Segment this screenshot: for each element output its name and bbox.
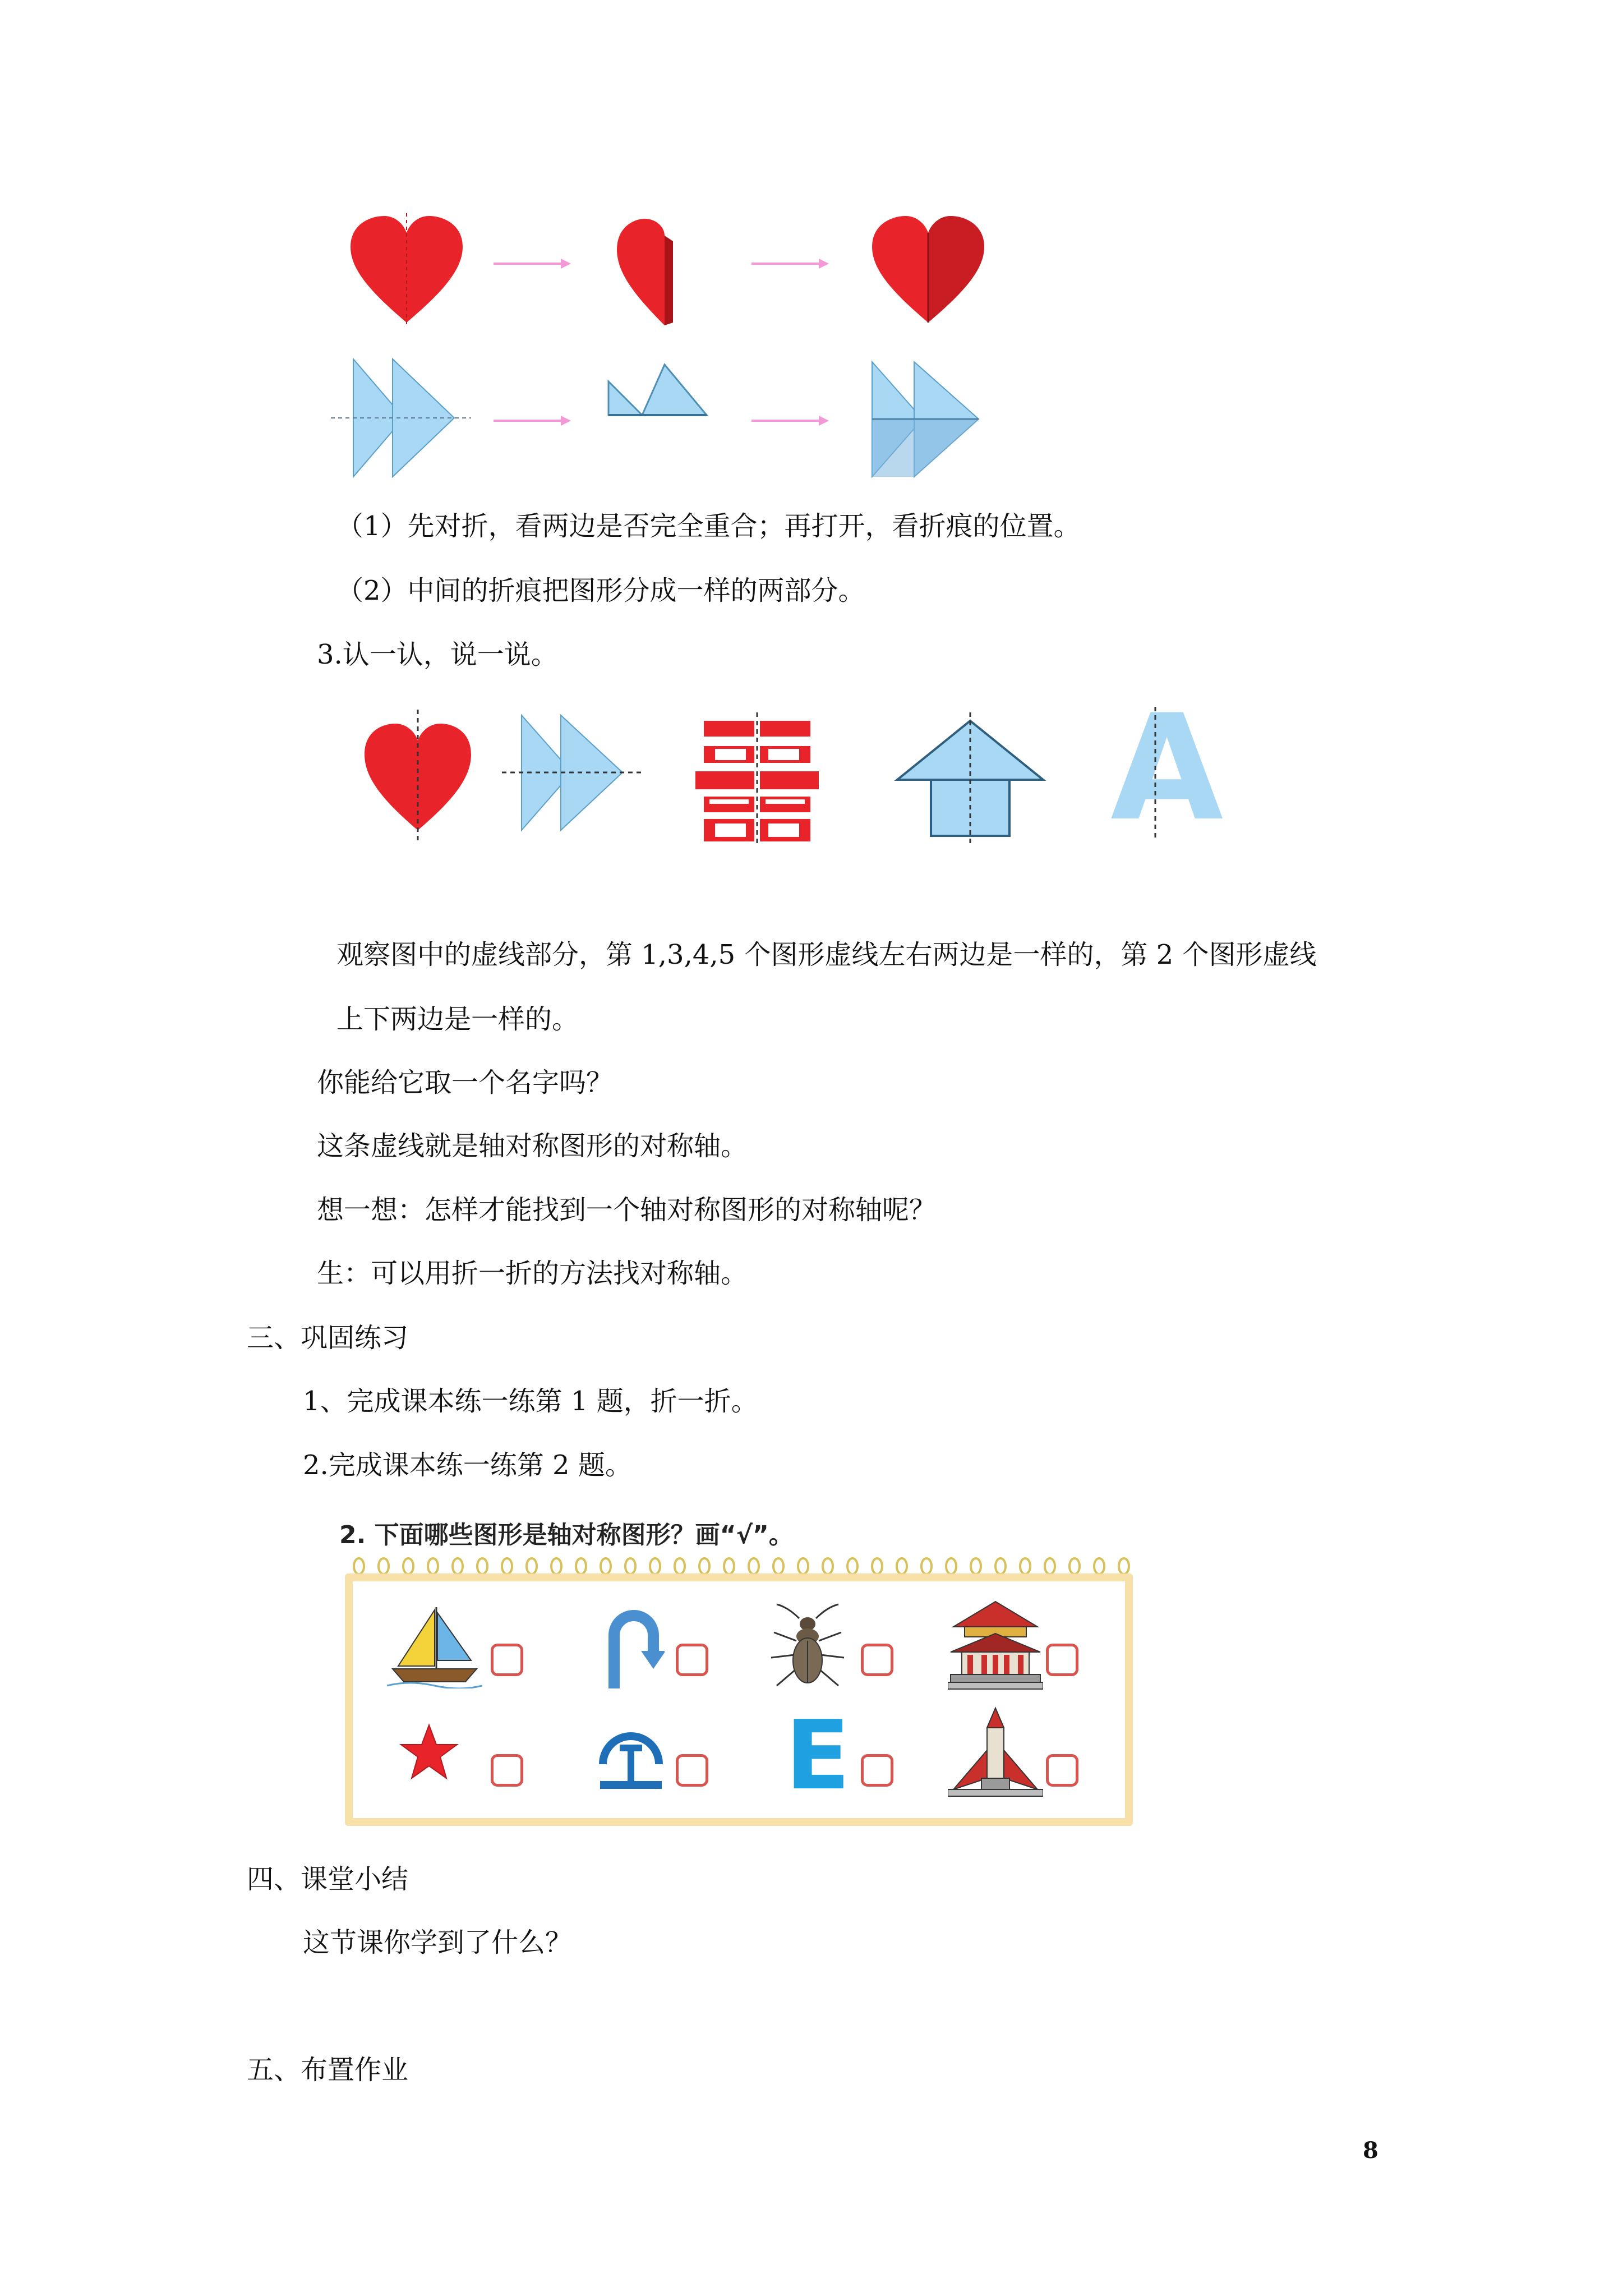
border-loop: [995, 1558, 1006, 1574]
border-loop: [872, 1558, 882, 1574]
double-triangle-symmetry-figure: [502, 710, 642, 839]
border-loop: [921, 1558, 932, 1574]
section-3-heading: 3.认一认，说一说。: [317, 639, 558, 670]
arrow-right-icon: [751, 255, 830, 272]
border-loop: [1020, 1558, 1030, 1574]
circle-symbol-icon: [592, 1711, 670, 1795]
border-loop: [724, 1558, 734, 1574]
house-arrow-symmetry-figure: [886, 712, 1054, 847]
border-loop: [502, 1558, 512, 1574]
section-summary-heading: 四、课堂小结: [247, 1864, 409, 1895]
border-loop: [453, 1558, 463, 1574]
checkbox-temple[interactable]: [1046, 1644, 1078, 1676]
step-2-text: （2）中间的折痕把图形分成一样的两部分。: [336, 575, 865, 606]
border-loop: [847, 1558, 857, 1574]
border-loop: [625, 1558, 635, 1574]
border-loop: [477, 1558, 487, 1574]
observation-line-2: 上下两边是一样的。: [336, 1004, 579, 1035]
arrow-right-icon: [494, 412, 572, 429]
checkbox-circle-symbol[interactable]: [676, 1754, 708, 1787]
border-loop: [823, 1558, 833, 1574]
star-icon: [398, 1722, 460, 1784]
half-heart-folded: [611, 216, 679, 328]
border-loop: [749, 1558, 759, 1574]
checkbox-letter-e[interactable]: [861, 1754, 893, 1787]
border-loop: [699, 1558, 709, 1574]
beetle-icon: [760, 1602, 855, 1694]
checkbox-rocket[interactable]: [1046, 1754, 1078, 1787]
border-loop: [971, 1558, 981, 1574]
rocket-icon: [948, 1705, 1043, 1801]
border-loop: [379, 1558, 389, 1574]
section-practice-heading: 三、巩固练习: [247, 1322, 409, 1354]
arrow-right-icon: [751, 412, 830, 429]
practice-item-1: 1、完成课本练一练第 1 题，折一折。: [303, 1386, 758, 1417]
border-loop: [1119, 1558, 1129, 1574]
observation-line-1: 观察图中的虚线部分，第 1,3,4,5 个图形虚线左右两边是一样的，第 2 个图形虚线: [336, 939, 1317, 970]
naming-question: 你能给它取一个名字吗？: [317, 1067, 614, 1098]
checkbox-sailboat[interactable]: [491, 1644, 523, 1676]
letter-e-icon: E: [785, 1700, 851, 1811]
border-loop: [675, 1558, 685, 1574]
exercise-title: 2. 下面哪些图形是轴对称图形？画“√”。: [339, 1521, 794, 1549]
heart-symmetry-figure: [359, 710, 477, 844]
border-loop: [1045, 1558, 1055, 1574]
heart-with-fold-line: [348, 213, 465, 325]
sailboat-icon: [387, 1604, 482, 1688]
checkbox-star[interactable]: [491, 1754, 523, 1787]
temple-icon: [948, 1599, 1043, 1691]
border-loop: [1069, 1558, 1080, 1574]
student-answer: 生：可以用折一折的方法找对称轴。: [317, 1258, 748, 1289]
border-loop: [428, 1558, 438, 1574]
double-triangle-unfolded: [866, 356, 995, 482]
border-loop: [946, 1558, 956, 1574]
border-loop: [773, 1558, 783, 1574]
step-1-text: （1）先对折，看两边是否完全重合；再打开，看折痕的位置。: [336, 510, 1081, 542]
think-question: 想一想：怎样才能找到一个轴对称图形的对称轴呢？: [317, 1194, 937, 1226]
border-loop: [601, 1558, 611, 1574]
border-loop: [354, 1558, 364, 1574]
axis-statement: 这条虚线就是轴对称图形的对称轴。: [317, 1130, 748, 1162]
double-triangle-folded: [603, 359, 715, 421]
letter-a-symmetry-figure: [1099, 684, 1224, 853]
letter-a-glyph: A: [1110, 684, 1224, 853]
border-loop: [798, 1558, 808, 1574]
border-loop: [527, 1558, 537, 1574]
heart-unfolded: [869, 213, 987, 325]
u-turn-arrow-icon: [603, 1607, 665, 1691]
border-loop: [1094, 1558, 1104, 1574]
checkbox-u-turn-arrow[interactable]: [676, 1644, 708, 1676]
practice-item-2: 2.完成课本练一练第 2 题。: [303, 1450, 632, 1481]
border-loop: [576, 1558, 586, 1574]
summary-question: 这节课你学到了什么？: [303, 1927, 573, 1958]
border-loop: [403, 1558, 413, 1574]
page-number: 8: [1363, 2137, 1378, 2164]
double-triangle-with-fold-line: [331, 353, 471, 482]
double-happiness-symmetry-figure: [693, 712, 822, 847]
section-homework-heading: 五、布置作业: [247, 2054, 409, 2086]
arrow-right-icon: [494, 255, 572, 272]
checkbox-beetle[interactable]: [861, 1644, 893, 1676]
border-loop: [551, 1558, 561, 1574]
border-loop: [897, 1558, 907, 1574]
border-loop: [650, 1558, 660, 1574]
